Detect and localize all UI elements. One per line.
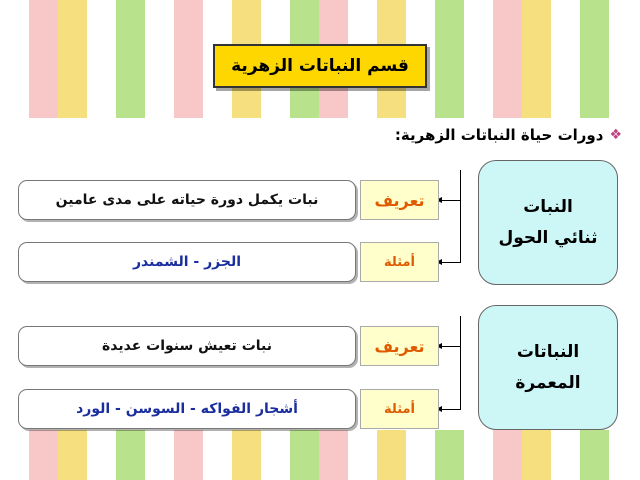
stripe [609,430,638,480]
arrow-left-icon [440,409,461,410]
card-line-2: ثنائي الحول [498,227,598,248]
section-heading [395,126,622,144]
stripe [174,0,203,118]
connector-line [460,316,461,410]
stripe [145,0,174,118]
section-heading-text: دورات حياة النباتات الزهرية: [394,126,604,144]
page-title: قسم النباتات الزهرية [213,44,427,88]
stripe [232,430,261,480]
arrow-left-icon [440,346,461,347]
card-line-1: النباتات [516,341,580,362]
stripe [0,430,29,480]
stripe [116,430,145,480]
arrow-left-icon [440,262,461,263]
stripe [261,430,290,480]
bottom-stripes [0,430,640,480]
stripe [29,430,58,480]
stripe [435,430,464,480]
stripe [58,0,87,118]
stripe [609,0,638,118]
examples-tag: أمثلة [360,242,439,282]
stripe [580,0,609,118]
stripe [145,430,174,480]
plant-type-card-biennial [478,160,618,285]
stripe [551,0,580,118]
stripe [116,0,145,118]
examples-field: أشجار الفواكه - السوسن - الورد [18,389,356,429]
plant-type-card-perennial [478,305,618,430]
stripe [174,430,203,480]
stripe [58,430,87,480]
arrow-left-icon [440,200,461,201]
stripe [377,430,406,480]
stripe [522,0,551,118]
card-line-2: المعمرة [515,372,581,393]
stripe [0,0,29,118]
stripe [551,430,580,480]
examples-field: الجزر - الشمندر [18,242,356,282]
stripe [203,430,232,480]
stripe [290,430,319,480]
definition-tag: تعريف [360,326,439,366]
stripe [348,430,377,480]
stripe [493,0,522,118]
stripe [319,430,348,480]
stripe [522,430,551,480]
definition-tag: تعريف [360,180,439,220]
stripe [580,430,609,480]
definition-field: نبات يكمل دورة حياته على مدى عامين [18,180,356,220]
card-line-1: النبات [523,196,573,217]
definition-field: نبات تعيش سنوات عديدة [18,326,356,366]
stripe [464,430,493,480]
connector-line [460,170,461,263]
stripe [29,0,58,118]
examples-tag: أمثلة [360,389,439,429]
stripe [87,430,116,480]
stripe [406,430,435,480]
stripe [493,430,522,480]
stripe [87,0,116,118]
stripe [464,0,493,118]
diamond-bullet-icon: ❖ [609,127,622,143]
stripe [435,0,464,118]
